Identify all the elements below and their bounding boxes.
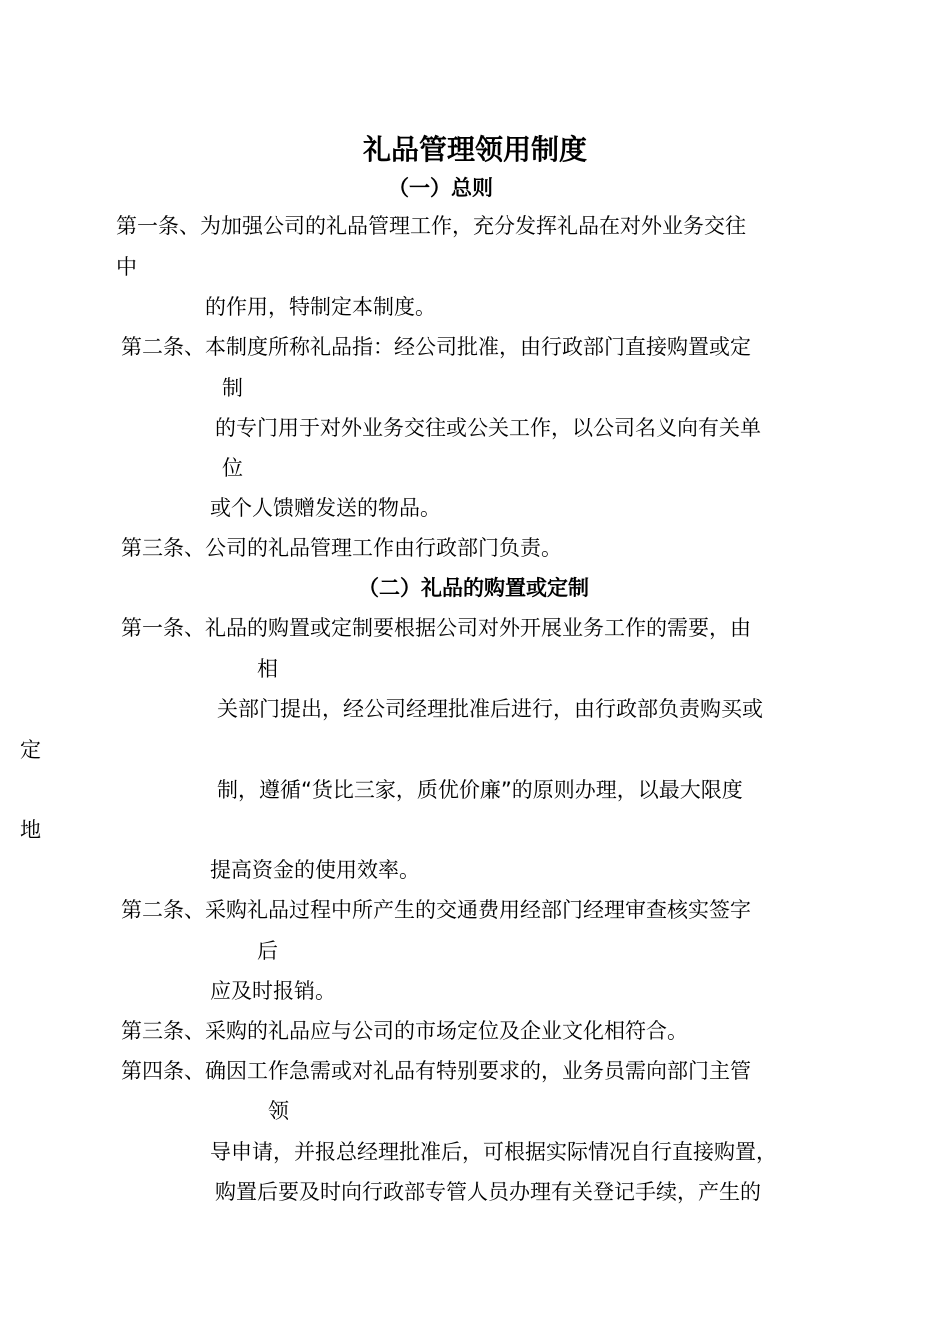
- article-2-line-1: 第二条、本制度所称礼品指：经公司批准，由行政部门直接购置或定: [121, 335, 751, 359]
- purchase-article-4-line-1: 第四条、确因工作急需或对礼品有特别要求的，业务员需向部门主管: [121, 1059, 751, 1083]
- purchase-article-1-line-3: 关部门提出，经公司经理批准后进行，由行政部负责购买或: [217, 697, 763, 721]
- article-1-line-1: 第一条、为加强公司的礼品管理工作，充分发挥礼品在对外业务交往: [116, 214, 746, 238]
- purchase-article-4-line-2: 领: [268, 1099, 289, 1123]
- article-3-line-1: 第三条、公司的礼品管理工作由行政部门负责。: [121, 536, 562, 560]
- article-2-line-2: 制: [222, 376, 243, 400]
- article-2-line-3: 的专门用于对外业务交往或公关工作，以公司名义向有关单: [215, 416, 761, 440]
- purchase-article-1-line-1: 第一条、礼品的购置或定制要根据公司对外开展业务工作的需要，由: [121, 616, 751, 640]
- purchase-article-1-line-7: 提高资金的使用效率。: [210, 858, 420, 882]
- document-title: 礼品管理领用制度: [362, 133, 587, 166]
- purchase-article-1-line-6: 地: [20, 818, 41, 842]
- purchase-article-1-line-5: 制，遵循“货比三家，质优价廉”的原则办理，以最大限度: [217, 778, 743, 802]
- purchase-article-1-line-2: 相: [257, 657, 278, 681]
- purchase-article-3-line-1: 第三条、采购的礼品应与公司的市场定位及企业文化相符合。: [121, 1019, 688, 1043]
- purchase-article-2-line-2: 后: [257, 939, 278, 963]
- article-2-line-5: 或个人馈赠发送的物品。: [210, 496, 441, 520]
- article-1-line-2: 中: [116, 255, 137, 279]
- purchase-article-4-line-4: 购置后要及时向行政部专管人员办理有关登记手续，产生的: [215, 1180, 761, 1204]
- article-2-line-4: 位: [222, 456, 243, 480]
- purchase-article-2-line-1: 第二条、采购礼品过程中所产生的交通费用经部门经理审查核实签字: [121, 898, 751, 922]
- purchase-article-1-line-4: 定: [20, 738, 41, 762]
- purchase-article-4-line-3: 导申请，并报总经理批准后，可根据实际情况自行直接购置，: [210, 1140, 777, 1164]
- purchase-article-2-line-3: 应及时报销。: [210, 979, 336, 1003]
- article-1-line-3: 的作用，特制定本制度。: [205, 295, 436, 319]
- section-heading-purchase: （二）礼品的购置或定制: [358, 576, 589, 600]
- section-heading-general: （一）总则: [388, 176, 493, 200]
